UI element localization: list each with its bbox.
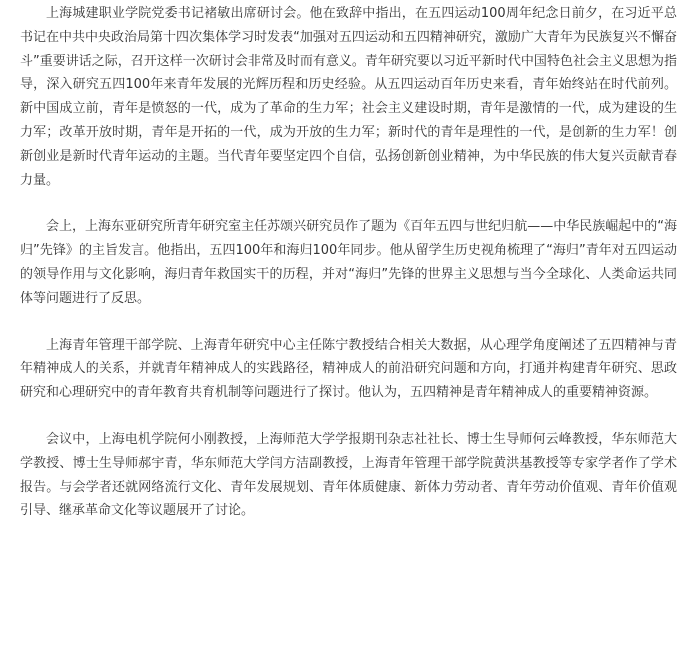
paragraph-psychology-report: 上海青年管理干部学院、上海青年研究中心主任陈宁教授结合相关大数据，从心理学角度阐述了五四精神与青年精神成人的关系，并就青年精神成人的实践路径，精神成人的前沿研究问题和方向，打通并构建青年研究、思政研究和心理研究中的青年教育共育机制等问题进行了探讨。他认为，五四精神是青年精神成人的重要精神资源。 bbox=[20, 337, 677, 401]
paragraph-academic-reports: 会议中，上海电机学院何小刚教授，上海师范大学学报期刊杂志社社长、博士生导师何云峰教授，华东师范大学教授、博士生导师郝宇青，华东师范大学闫方洁副教授，上海青年管理干部学院黄洪基教授等专家学者作了学术报告。与会学者还就网络流行文化、青年发展规划、青年体质健康、新体力劳动者、青年劳动价值观、青年价值观引导、继承革命文化等议题展开了讨论。 bbox=[20, 431, 677, 519]
paragraph-keynote-speech: 会上，上海东亚研究所青年研究室主任苏颂兴研究员作了题为《百年五四与世纪归航——中华民族崛起中的“海归”先锋》的主旨发言。他指出，五四100年和海归100年同步。他从留学生历史视角梳理了“海归”青年对五四运动的领导作用与文化影响，海归青年救国实干的历程，并对“海归”先锋的世界主义思想与当今全球化、人类命运共同体等问题进行了反思。 bbox=[20, 219, 677, 306]
paragraph-opening-speech: 上海城建职业学院党委书记褚敏出席研讨会。他在致辞中指出，在五四运动100周年纪念日前夕，在习近平总书记在中共中央政治局第十四次集体学习时发表“加强对五四运动和五四精神研究，激励广大青年为民族复兴不懈奋斗”重要讲话之际，召开这样一次研讨会非常及时而有意义。青年研究要以习近平新时代中国特色社会主义思想为指导，深入研究五四100年来青年发展的光辉历程和历史经验。从五四运动百年历史来看，青年始终站在时代前列。新中国成立前，青年是愤怒的一代，成为了革命的生力军；社会主义建设时期，青年是激情的一代，成为建设的生力军；改革开放时期，青年是开拓的一代，成为开放的生力军；新时代的青年是理性的一代，是创新的生力军！创新创业是新时代青年运动的主题。当代青年要坚定四个自信，弘扬创新创业精神，为中华民族的伟大复兴贡献青春力量。 bbox=[20, 6, 677, 188]
